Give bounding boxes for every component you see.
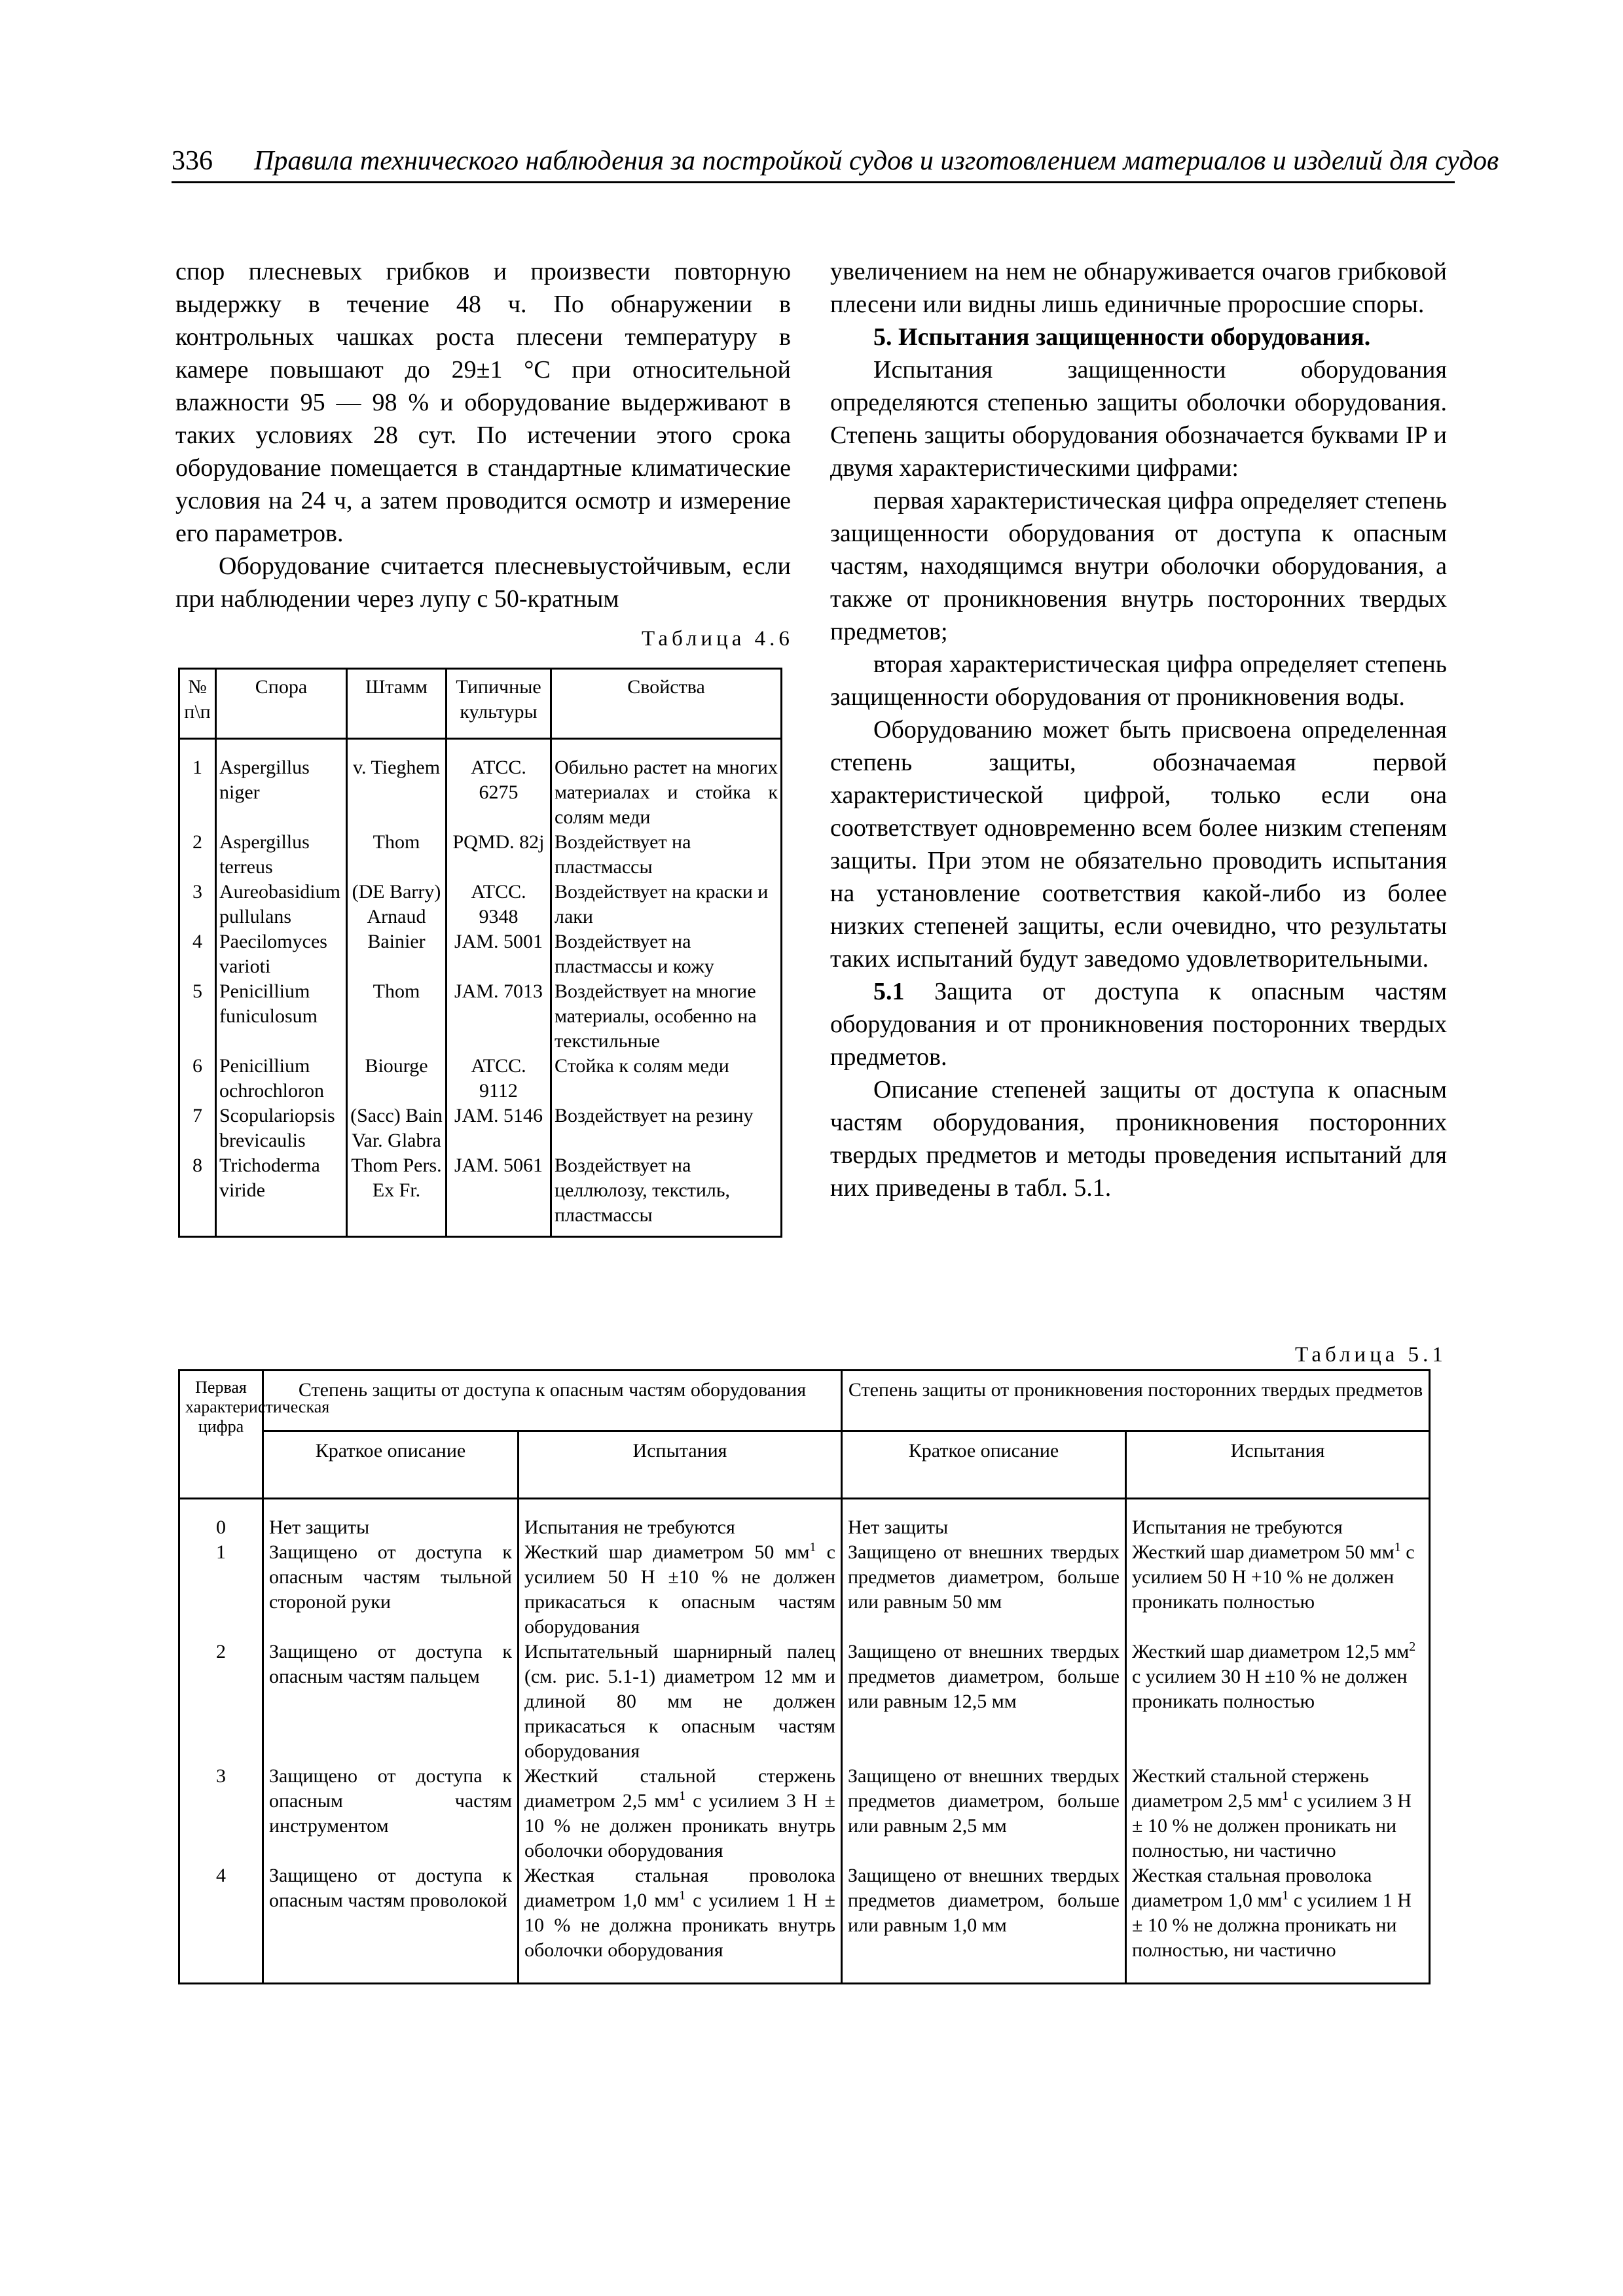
culture-cell: JAM. 5001 <box>447 929 551 979</box>
running-header <box>172 145 1499 185</box>
culture-cell: JAM. 5061 <box>447 1153 551 1237</box>
desc-cell: Защищено от доступа к опасным частям проволокой <box>263 1863 519 1984</box>
strain-cell: Thom Pers. Ex Fr. <box>347 1153 447 1237</box>
header-cell: Краткое описание <box>842 1431 1126 1499</box>
test-cell <box>1126 1640 1430 1764</box>
right-column <box>830 255 1447 1204</box>
test-text: Жесткий шар диаметром 50 мм <box>1132 1541 1395 1563</box>
test-text: с усилием 30 Н ±10 % не должен проникать полностью <box>1132 1666 1408 1712</box>
header-cell: Испытания <box>1126 1431 1430 1499</box>
paragraph: Испытания защищенности оборудования определяются степенью защиты оболочки оборудования. Степень защиты оборудования обозначается буквами IP и двумя характеристическими цифрами: <box>830 356 1447 482</box>
test-text: с усилием 3 Н ± 10 % не должен проникать внутрь оболочки оборудования <box>524 1790 835 1861</box>
paragraph: вторая характеристическая цифра определяет степень защищенности оборудования от проникновения воды. <box>830 651 1447 711</box>
header-cell: Испытания <box>519 1431 842 1499</box>
strain-cell: Thom <box>347 830 447 880</box>
table-header-row <box>179 669 782 739</box>
row-number: 6 <box>179 1054 216 1103</box>
test-text: Жесткий шар диаметром 50 мм <box>524 1541 810 1563</box>
subsection-text: Защита от доступа к опасным частям оборудования и от проникновения посторонних твердых предметов. <box>830 978 1448 1071</box>
properties-cell: Воздействует на пластмассы <box>551 830 782 880</box>
desc-cell: Нет защиты <box>842 1499 1126 1541</box>
header-cell: Спора <box>216 669 347 739</box>
left-column <box>175 255 791 615</box>
properties-cell: Обильно растет на многих материалах и стойка к солям меди <box>551 739 782 831</box>
row-number: 5 <box>179 979 216 1054</box>
culture-cell: JAM. 7013 <box>447 979 551 1054</box>
culture-cell: PQMD. 82j <box>447 830 551 880</box>
test-text: с усилием 3 Н ± 10 % не должен проникать ни полностью, ни частично <box>1132 1790 1412 1861</box>
table-row <box>179 1054 782 1103</box>
subsection <box>830 975 1447 1073</box>
header-cell: Краткое описание <box>263 1431 519 1499</box>
digit-cell: 0 <box>179 1499 263 1541</box>
test-text: Жесткий шар диаметром 12,5 мм <box>1132 1641 1410 1662</box>
spore-cell: Paecilomyces varioti <box>216 929 347 979</box>
spore-cell: Scopulariopsis brevicaulis <box>216 1103 347 1153</box>
header-cell: № п\п <box>179 669 216 739</box>
test-cell: Испытания не требуются <box>1126 1499 1430 1541</box>
desc-cell: Защищено от внешних твердых предметов диаметром, больше или равным 1,0 мм <box>842 1863 1126 1984</box>
table-row <box>179 979 782 1054</box>
test-cell <box>519 1540 842 1640</box>
row-number: 3 <box>179 880 216 929</box>
superscript: 1 <box>1282 1888 1289 1903</box>
row-number: 1 <box>179 739 216 831</box>
strain-cell: Biourge <box>347 1054 447 1103</box>
paragraph: Оборудование считается плесневыустойчивым, если при наблюдении через лупу с 50-кратным <box>175 552 791 613</box>
strain-cell: v. Tieghem <box>347 739 447 831</box>
desc-cell: Защищено от внешних твердых предметов диаметром, больше или равным 50 мм <box>842 1540 1126 1640</box>
table-row <box>179 1499 1430 1541</box>
culture-cell: ATCC. 9348 <box>447 880 551 929</box>
table-row <box>179 1863 1430 1984</box>
desc-cell: Защищено от внешних твердых предметов диаметром, больше или равным 2,5 мм <box>842 1764 1126 1863</box>
culture-cell: JAM. 5146 <box>447 1103 551 1153</box>
culture-cell: АТСС. 6275 <box>447 739 551 831</box>
superscript: 1 <box>809 1540 816 1554</box>
culture-cell: ATCC. 9112 <box>447 1054 551 1103</box>
test-cell <box>519 1764 842 1863</box>
table-row <box>179 830 782 880</box>
test-text: Жесткая стальная проволока диаметром 1,0 мм <box>1132 1865 1372 1911</box>
table-row <box>179 880 782 929</box>
table-row <box>179 1764 1430 1863</box>
desc-cell: Нет защиты <box>263 1499 519 1541</box>
test-cell <box>1126 1764 1430 1863</box>
row-number: 2 <box>179 830 216 880</box>
properties-cell: Воздействует на многие материалы, особенно на текстильные <box>551 979 782 1054</box>
page-number: 336 <box>172 146 213 176</box>
header-cell: Степень защиты от доступа к опасным частям оборудования <box>263 1371 842 1431</box>
superscript: 2 <box>1409 1640 1416 1654</box>
digit-cell: 2 <box>179 1640 263 1764</box>
strain-cell: (DE Barry) Arnaud <box>347 880 447 929</box>
header-cell: Свойства <box>551 669 782 739</box>
properties-cell: Воздействует на резину <box>551 1103 782 1153</box>
header-cell: Типичные культуры <box>447 669 551 739</box>
table-row <box>179 1640 1430 1764</box>
spore-cell: Trichoderma viride <box>216 1153 347 1237</box>
superscript: 1 <box>679 1888 686 1903</box>
paragraph: Оборудованию может быть присвоена определенная степень защиты, обозначаемая первой характеристической цифрой, только если она соответствует одновременно всем более низким степеням защиты. При этом не обязательно проводить испытания на установление соответствия какой-либо из более низких степеней защиты, если очевидно, что результаты таких испытаний будут заведомо удовлетворительными. <box>830 716 1447 973</box>
table-header-row <box>179 1431 1430 1499</box>
header-rule <box>172 181 1455 183</box>
test-text: с усилием 50 Н +10 % не должен проникать полностью <box>1132 1541 1415 1613</box>
row-number: 4 <box>179 929 216 979</box>
spore-cell: Penicillium ochrochloron <box>216 1054 347 1103</box>
header-cell: Степень защиты от проникновения посторонних твердых предметов <box>842 1371 1430 1431</box>
test-cell <box>1126 1540 1430 1640</box>
table-row <box>179 1103 782 1153</box>
table-header-row <box>179 1371 1430 1431</box>
table-4-6 <box>178 668 782 1238</box>
test-text: Жесткая стальная проволока диаметром 1,0 мм <box>524 1865 835 1911</box>
test-text: Жесткий стальной стержень диаметром 2,5 мм <box>1132 1765 1369 1812</box>
desc-cell: Защищено от внешних твердых предметов диаметром, больше или равным 12,5 мм <box>842 1640 1126 1764</box>
properties-cell: Воздействует на целлюлозу, текстиль, пластмассы <box>551 1153 782 1237</box>
desc-cell: Защищено от доступа к опасным частям пальцем <box>263 1640 519 1764</box>
properties-cell: Воздействует на краски и лаки <box>551 880 782 929</box>
test-cell: Испытательный шарнирный палец (см. рис. 5.1-1) диаметром 12 мм и длиной 80 мм не должен прикасаться к опасным частям оборудования <box>519 1640 842 1764</box>
subsection-number: 5.1 <box>873 978 905 1005</box>
table-5-1 <box>178 1369 1431 1984</box>
desc-cell: Защищено от доступа к опасным частям тыльной стороной руки <box>263 1540 519 1640</box>
header-cell: Первая характеристическая цифра <box>179 1371 263 1499</box>
strain-cell: Bainier <box>347 929 447 979</box>
test-text: с усилием 1 Н ± 10 % не должна проникать внутрь оболочки оборудования <box>524 1890 835 1961</box>
paragraph: первая характеристическая цифра определяет степень защищенности оборудования от доступа к опасным частям, находящимся внутри оболочки оборудования, а также от проникновения внутрь посторонних твердых предметов; <box>830 487 1447 645</box>
properties-cell: Стойка к солям меди <box>551 1054 782 1103</box>
superscript: 1 <box>1394 1540 1401 1554</box>
paragraph: увеличением на нем не обнаруживается очагов грибковой плесени или видны лишь единичные проросшие споры. <box>830 258 1447 318</box>
test-cell <box>1126 1863 1430 1984</box>
spore-cell: Aspergillus terreus <box>216 830 347 880</box>
table-5-1-caption: Таблица 5.1 <box>1295 1343 1447 1367</box>
paragraph: спор плесневых грибков и произвести повторную выдержку в течение 48 ч. По обнаружении в контрольных чашках роста плесени температуру в камере повышают до 29±1 °С при относительной влажности 95 — 98 % и оборудование выдерживают в таких условиях 28 сут. По истечении этого срока оборудование помещается в стандартные климатические условия на 24 ч, а затем проводится осмотр и измерение его параметров. <box>175 258 791 547</box>
digit-cell: 3 <box>179 1764 263 1863</box>
test-cell <box>519 1863 842 1984</box>
desc-cell: Защищено от доступа к опасным частям инструментом <box>263 1764 519 1863</box>
table-row <box>179 1153 782 1237</box>
superscript: 1 <box>679 1789 686 1803</box>
test-text: с усилием 50 Н ±10 % не должен прикасаться к опасным частям оборудования <box>524 1541 835 1638</box>
strain-cell: Thom <box>347 979 447 1054</box>
spore-cell: Aspergillus niger <box>216 739 347 831</box>
strain-cell: (Sacc) Bain Var. Glabra <box>347 1103 447 1153</box>
header-cell: Штамм <box>347 669 447 739</box>
test-cell: Испытания не требуются <box>519 1499 842 1541</box>
test-text: Жесткий стальной стержень диаметром 2,5 мм <box>524 1765 835 1812</box>
superscript: 1 <box>1282 1789 1289 1803</box>
table-row <box>179 739 782 831</box>
digit-cell: 1 <box>179 1540 263 1640</box>
properties-cell: Воздействует на пластмассы и кожу <box>551 929 782 979</box>
spore-cell: Penicillium funiculosum <box>216 979 347 1054</box>
table-row <box>179 929 782 979</box>
test-text: с усилием 1 Н ± 10 % не должна проникать ни полностью, ни частично <box>1132 1890 1412 1961</box>
table-row <box>179 1540 1430 1640</box>
row-number: 7 <box>179 1103 216 1153</box>
row-number: 8 <box>179 1153 216 1237</box>
table-4-6-caption: Таблица 4.6 <box>642 627 793 651</box>
spore-cell: Aureobasidium pullulans <box>216 880 347 929</box>
digit-cell: 4 <box>179 1863 263 1984</box>
running-title: Правила технического наблюдения за постройкой судов и изготовлением материалов и изделий для судов <box>254 146 1499 176</box>
section-title: 5. Испытания защищенности оборудования. <box>873 323 1371 351</box>
paragraph: Описание степеней защиты от доступа к опасным частям оборудования, проникновения посторонних твердых предметов и методы проведения испытаний для них приведены в табл. 5.1. <box>830 1076 1447 1202</box>
